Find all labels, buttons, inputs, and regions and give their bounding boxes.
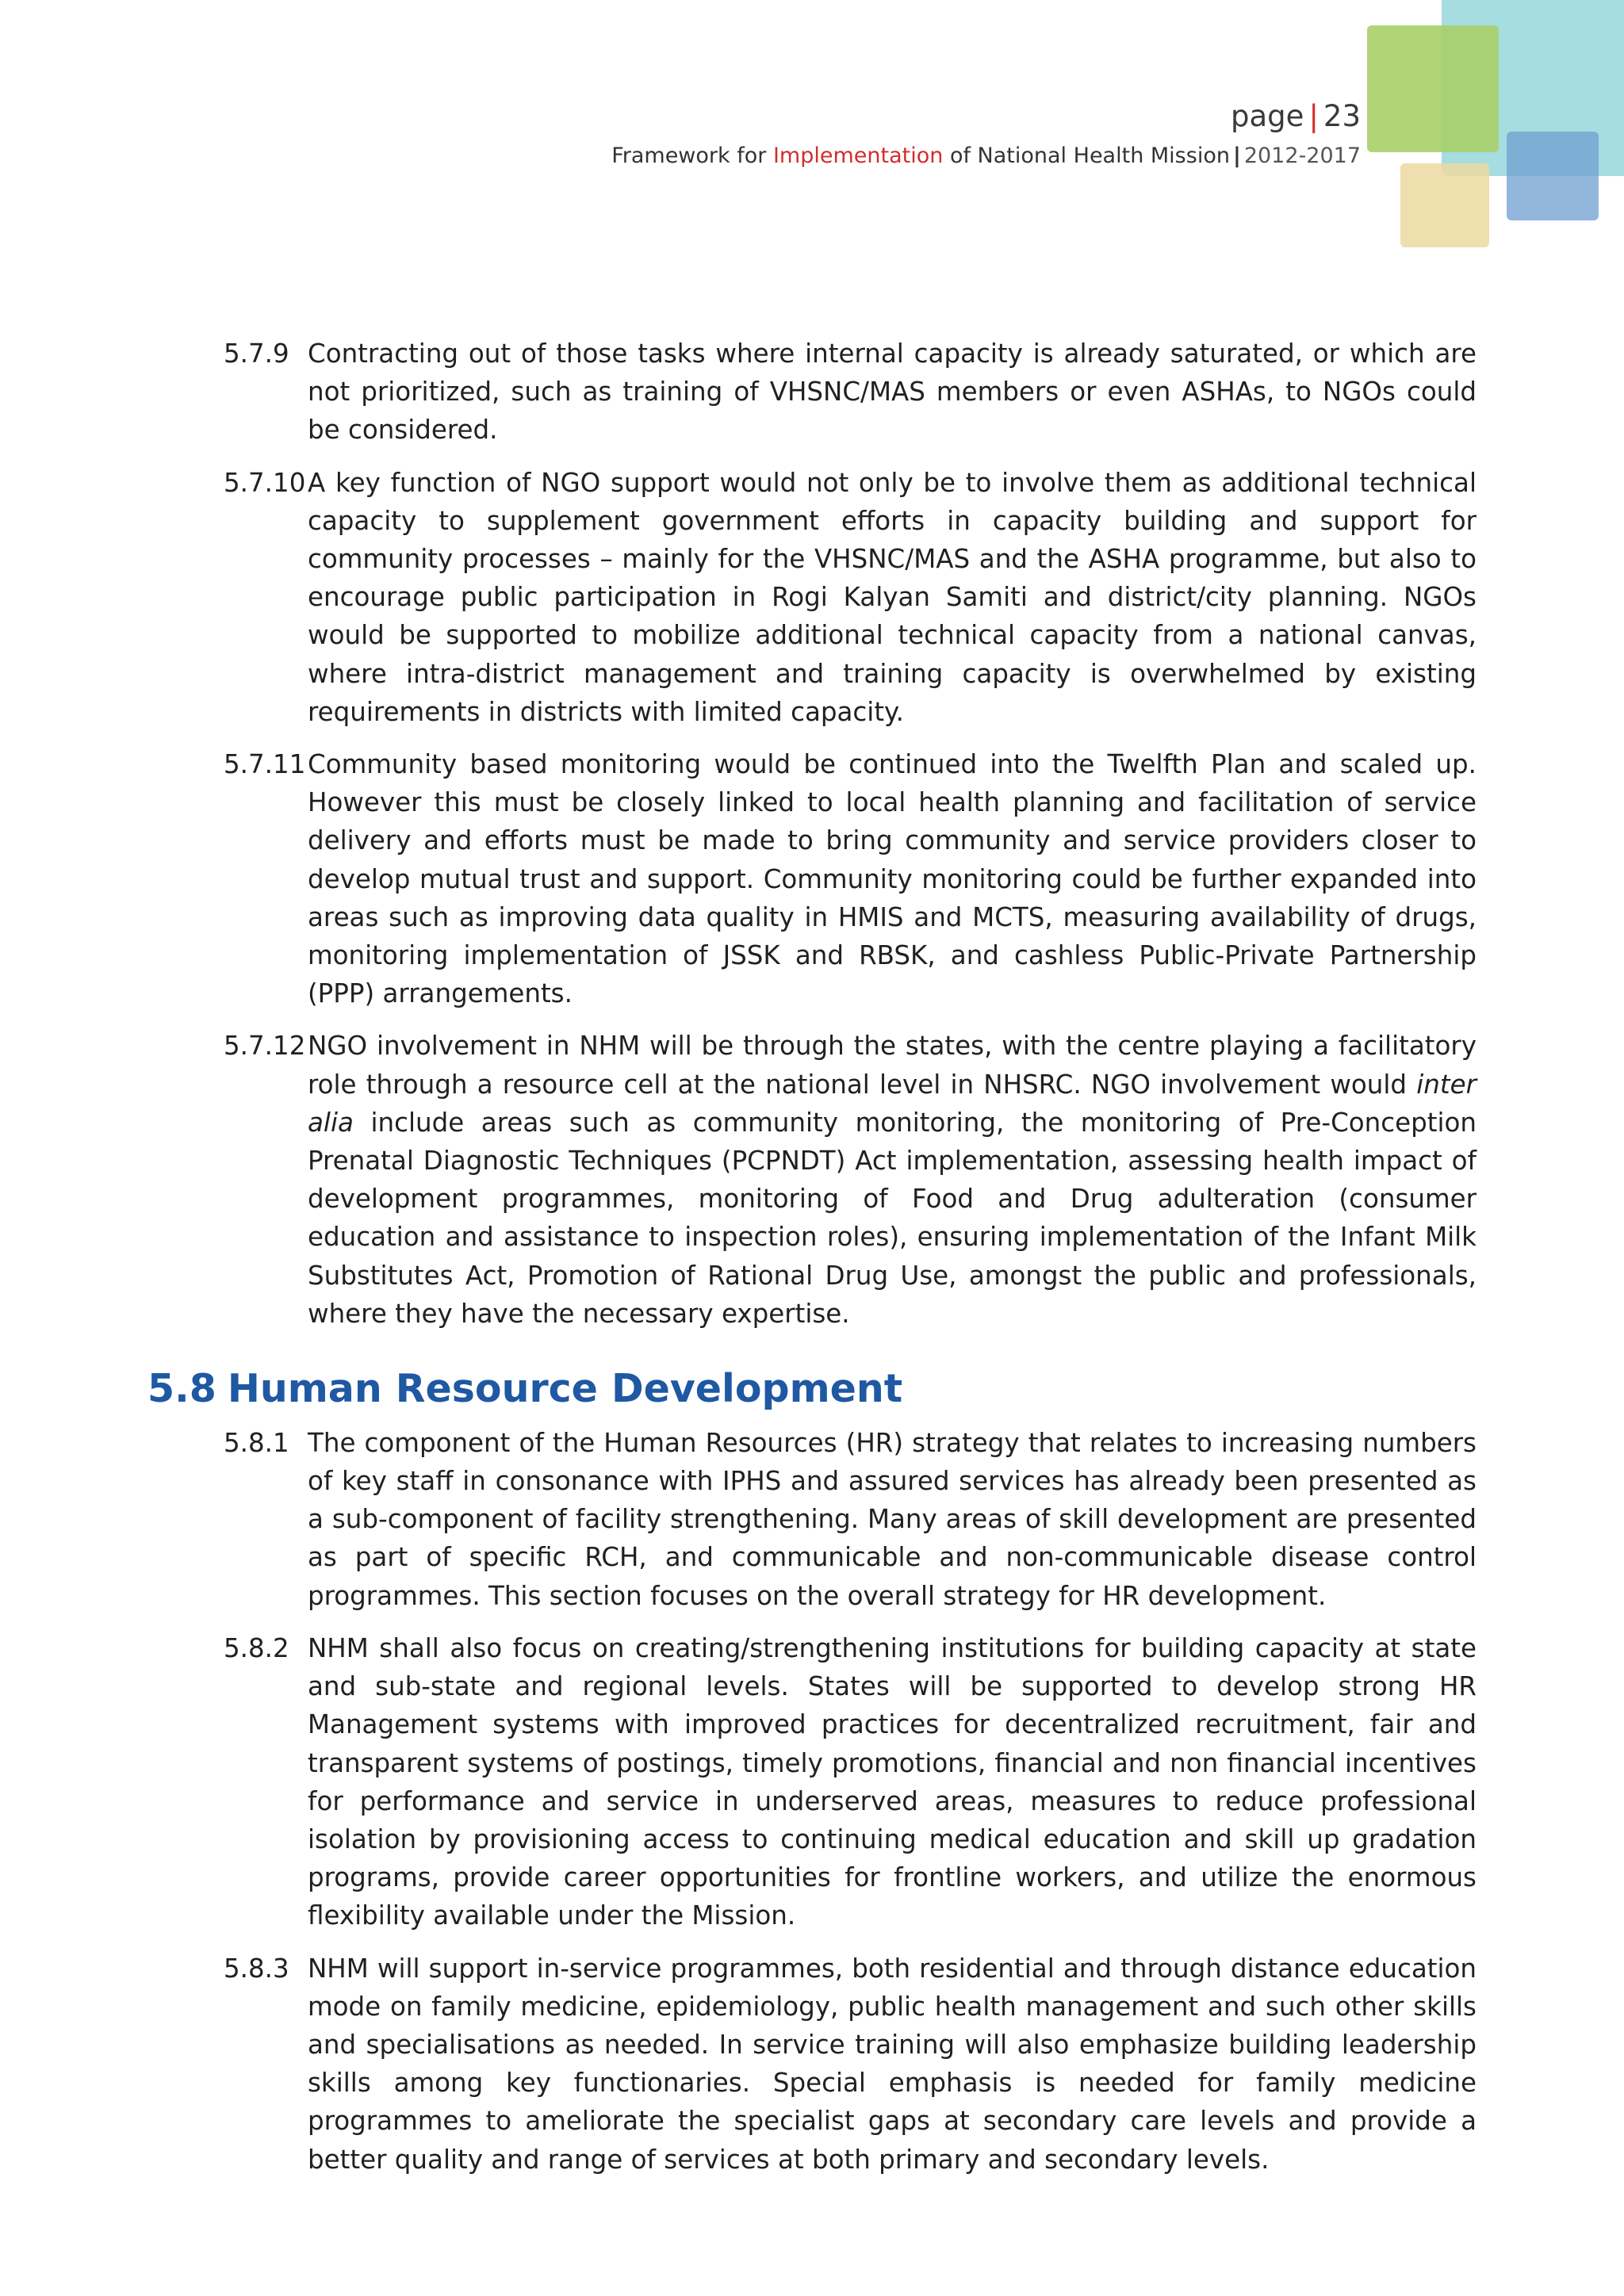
page-separator: | [1308, 99, 1319, 133]
paragraph-5-7-10 [224, 464, 1477, 731]
paragraph-5-8-3 [224, 1950, 1477, 2179]
paragraph-number: 5.8.1 [224, 1427, 289, 1458]
section-number: 5.8 [147, 1366, 216, 1412]
paragraph-number: 5.7.10 [224, 467, 306, 498]
document-subtitle [611, 145, 1361, 166]
paragraph-number: 5.7.9 [224, 339, 289, 369]
page-content [0, 335, 1624, 2193]
subtitle-accent: Implementation [772, 144, 944, 168]
paragraph-text: NHM will support in-service programmes, both residential and through distance education mode on family medicine, epidemiology, public health management and such other skills and specialisations as needed. In service training will also emphasize building leadership skills among key functionaries. Special emphasis is needed for family medicine programmes to ameliorate the specialist gaps at secondary care levels and provide a better quality and range of services at both primary and secondary levels. [308, 1953, 1477, 2175]
paragraph-5-7-11 [224, 745, 1477, 1012]
paragraph-5-8-1 [224, 1424, 1477, 1615]
paragraph-text-part-b: include areas such as community monitoring, the monitoring of Pre-Conception Prenatal Diagnostic Techniques (PCPNDT) Act implementation, assessing health impact of development programmes, monitoring of Food and Drug adulteration (consumer education and assistance to inspection roles), ensuring implementation of the Infant Milk Substitutes Act, Promotion of Rational Drug Use, amongst the public and professionals, where they have the necessary expertise. [308, 1107, 1477, 1329]
paragraph-text: Community based monitoring would be continued into the Twelfth Plan and scaled up. However this must be closely linked to local health planning and facilitation of service delivery and efforts must be made to bring community and service providers closer to develop mutual trust and support. Community monitoring could be further expanded into areas such as improving data quality in HMIS and MCTS, measuring availability of drugs, monitoring implementation of JSSK and RBSK, and cashless Public-Private Partnership (PPP) arrangements. [308, 749, 1477, 1009]
decor-square-blue [1507, 132, 1599, 220]
paragraph-text-part-a: NGO involvement in NHM will be through the states, with the centre playing a facilitatory role through a resource cell at the national level in NHSRC. NGO involvement would [308, 1031, 1477, 1100]
paragraph-number: 5.8.2 [224, 1632, 289, 1663]
subtitle-post: of National Health Mission [943, 144, 1230, 168]
paragraph-text [308, 1027, 1477, 1333]
paragraph-text-italic: inter alia [308, 1069, 1477, 1138]
paragraph-text: The component of the Human Resources (HR) strategy that relates to increasing numbers of key staff in consonance with IPHS and assured services has already been presented as a sub-component of facility strengthening. Many areas of skill development are presented as part of specific RCH, and communicable and non-communicable disease control programmes. This section focuses on the overall strategy for HR development. [308, 1427, 1477, 1611]
paragraph-text: Contracting out of those tasks where internal capacity is already saturated, or which are not prioritized, such as training of VHSNC/MAS members or even ASHAs, to NGOs could be considered. [308, 339, 1477, 446]
paragraph-number: 5.7.11 [224, 749, 306, 780]
subtitle-separator: | [1232, 144, 1241, 168]
subtitle-pre: Framework for [611, 144, 773, 168]
decor-square-green [1367, 25, 1499, 152]
paragraph-text: NHM shall also focus on creating/strengthening institutions for building capacity at state and sub-state and regional levels. States will be supported to develop strong HR Management systems with improved practices for decentralized recruitment, fair and transparent systems of postings, timely promotions, financial and non financial incentives for performance and service in underserved areas, measures to reduce professional isolation by provisioning access to continuing medical education and skill up gradation programs, provide career opportunities for frontline workers, and utilize the enormous flexibility available under the Mission. [308, 1632, 1477, 1931]
decor-square-yellow [1400, 163, 1489, 247]
paragraph-text: A key function of NGO support would not only be to involve them as additional technical capacity to supplement government efforts in capacity building and support for community processes – mainly for the VHSNC/MAS and the ASHA programme, but also to encourage public participation in Rogi Kalyan Samiti and district/city planning. NGOs would be supported to mobilize additional technical capacity from a national canvas, where intra-district management and training capacity is overwhelmed by existing requirements in districts with limited capacity. [308, 467, 1477, 727]
section-heading [147, 1366, 1624, 1413]
page-label: page [1231, 99, 1304, 133]
paragraph-number: 5.8.3 [224, 1953, 289, 1984]
paragraph-number: 5.7.12 [224, 1031, 306, 1062]
page-number-line [611, 101, 1361, 131]
page-number: 23 [1323, 99, 1361, 133]
subtitle-years: 2012-2017 [1243, 144, 1361, 168]
section-title: Human Resource Development [227, 1366, 903, 1412]
page-header [611, 101, 1361, 166]
paragraph-5-8-2 [224, 1629, 1477, 1935]
paragraph-5-7-9 [224, 335, 1477, 450]
paragraph-5-7-12 [224, 1027, 1477, 1333]
